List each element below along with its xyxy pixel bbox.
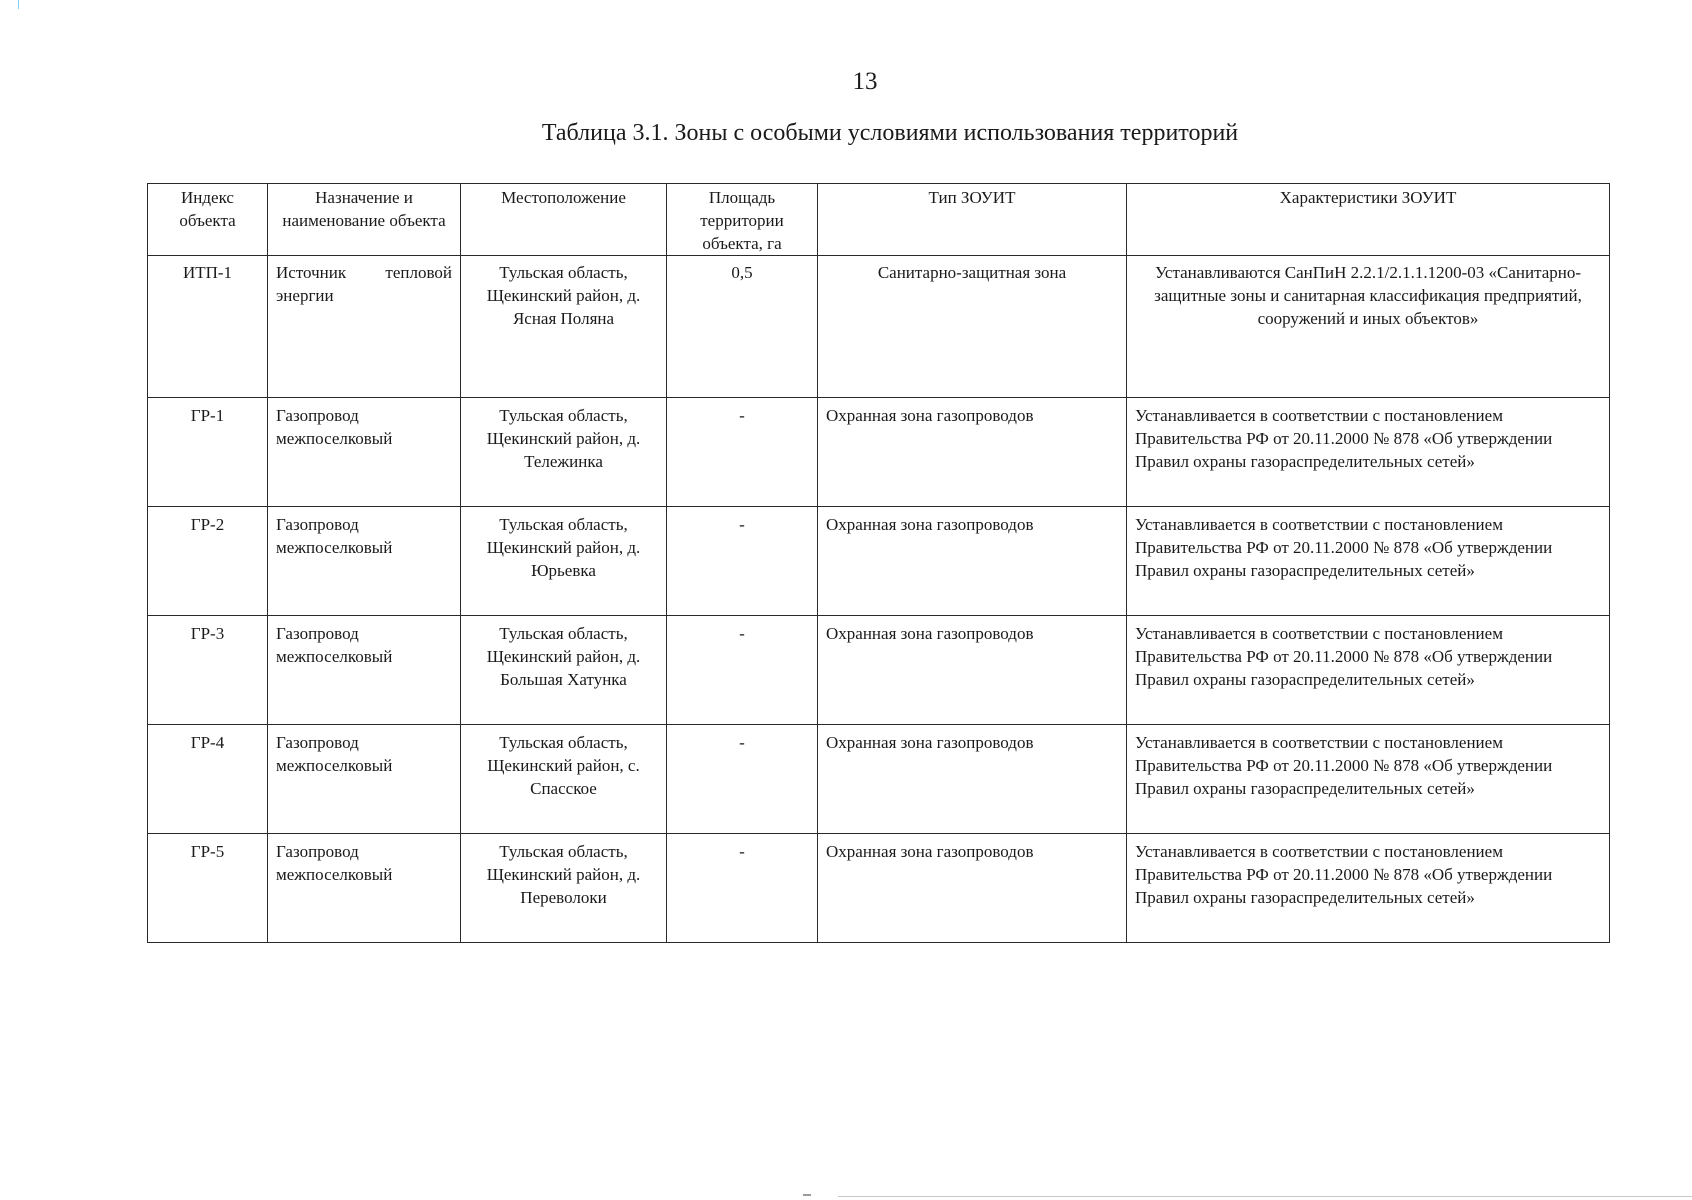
cell-index: ГР-4	[148, 725, 268, 834]
cell-purpose: Источник тепловой энергии	[268, 256, 461, 398]
cell-characteristics: Устанавливается в соответствии с постановлением Правительства РФ от 20.11.2000 № 878 «Об утверждении Правил охраны газораспределительных сетей»	[1127, 616, 1610, 725]
cell-index: ГР-5	[148, 834, 268, 943]
header-index: Индекс объекта	[148, 184, 268, 256]
cell-location: Тульская область, Щекинский район, с. Спасское	[461, 725, 667, 834]
cell-location: Тульская область, Щекинский район, д. Большая Хатунка	[461, 616, 667, 725]
cell-characteristics: Устанавливается в соответствии с постановлением Правительства РФ от 20.11.2000 № 878 «Об утверждении Правил охраны газораспределительных сетей»	[1127, 834, 1610, 943]
cell-index: ГР-1	[148, 398, 268, 507]
cell-characteristics: Устанавливается в соответствии с постановлением Правительства РФ от 20.11.2000 № 878 «Об утверждении Правил охраны газораспределительных сетей»	[1127, 507, 1610, 616]
header-characteristics: Характеристики ЗОУИТ	[1127, 184, 1610, 256]
scan-artifact-mark	[18, 0, 19, 9]
cell-zone-type: Охранная зона газопроводов	[818, 725, 1127, 834]
cell-location: Тульская область, Щекинский район, д. Ясная Поляна	[461, 256, 667, 398]
zones-table	[147, 183, 1610, 943]
scan-artifact-line	[838, 1196, 1692, 1197]
cell-area: -	[667, 507, 818, 616]
cell-zone-type: Охранная зона газопроводов	[818, 507, 1127, 616]
cell-area: -	[667, 725, 818, 834]
cell-area: -	[667, 398, 818, 507]
cell-area: -	[667, 616, 818, 725]
table-row	[148, 725, 1610, 834]
cell-characteristics: Устанавливаются СанПиН 2.2.1/2.1.1.1200-03 «Санитарно-защитные зоны и санитарная классификация предприятий, сооружений и иных объектов»	[1127, 256, 1610, 398]
cell-purpose: Газопровод межпоселковый	[268, 398, 461, 507]
table-caption: Таблица 3.1. Зоны с особыми условиями использования территорий	[541, 120, 1239, 146]
cell-location: Тульская область, Щекинский район, д. Тележинка	[461, 398, 667, 507]
cell-location: Тульская область, Щекинский район, д. Переволоки	[461, 834, 667, 943]
cell-location: Тульская область, Щекинский район, д. Юрьевка	[461, 507, 667, 616]
cell-index: ГР-2	[148, 507, 268, 616]
cell-area: -	[667, 834, 818, 943]
header-row	[148, 184, 1610, 256]
table-header	[148, 184, 1610, 256]
cell-characteristics: Устанавливается в соответствии с постановлением Правительства РФ от 20.11.2000 № 878 «Об утверждении Правил охраны газораспределительных сетей»	[1127, 725, 1610, 834]
table-body	[148, 256, 1610, 943]
cell-zone-type: Охранная зона газопроводов	[818, 834, 1127, 943]
cell-area: 0,5	[667, 256, 818, 398]
table-row	[148, 398, 1610, 507]
table-row	[148, 834, 1610, 943]
table-row	[148, 256, 1610, 398]
header-zone-type: Тип ЗОУИТ	[818, 184, 1127, 256]
cell-characteristics: Устанавливается в соответствии с постановлением Правительства РФ от 20.11.2000 № 878 «Об утверждении Правил охраны газораспределительных сетей»	[1127, 398, 1610, 507]
cell-index: ИТП-1	[148, 256, 268, 398]
table-row	[148, 616, 1610, 725]
page-number: 13	[852, 68, 878, 95]
header-location: Местоположение	[461, 184, 667, 256]
cell-purpose: Газопровод межпоселковый	[268, 507, 461, 616]
cell-zone-type: Охранная зона газопроводов	[818, 616, 1127, 725]
cell-zone-type: Охранная зона газопроводов	[818, 398, 1127, 507]
scan-artifact-dash	[803, 1194, 811, 1196]
cell-purpose: Газопровод межпоселковый	[268, 616, 461, 725]
header-purpose: Назначение и наименование объекта	[268, 184, 461, 256]
cell-purpose: Газопровод межпоселковый	[268, 725, 461, 834]
table-row	[148, 507, 1610, 616]
cell-purpose: Газопровод межпоселковый	[268, 834, 461, 943]
cell-index: ГР-3	[148, 616, 268, 725]
header-area: Площадь территории объекта, га	[667, 184, 818, 256]
cell-zone-type: Санитарно-защитная зона	[818, 256, 1127, 398]
